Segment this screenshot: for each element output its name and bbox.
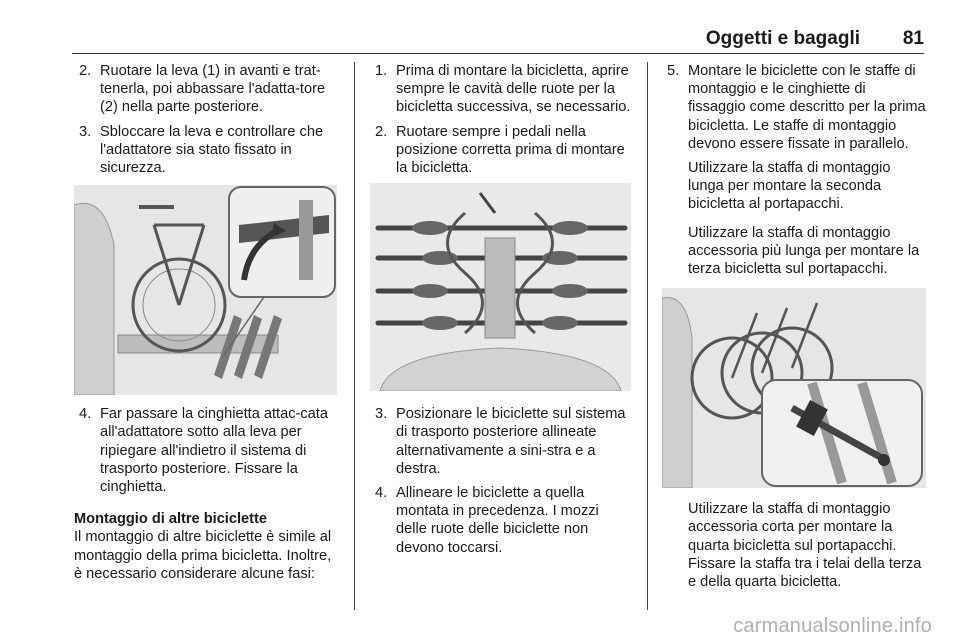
step-list xyxy=(662,62,927,153)
paragraph: Il montaggio di altre biciclette è simile al montaggio della prima bicicletta. Inoltre, è necessario considerare alcune fasi: xyxy=(74,529,332,582)
list-item: 3. Posizionare le biciclette sul sistema di trasporto posteriore allineate alternativamente a sini-stra e a destra. xyxy=(375,406,626,477)
step-list xyxy=(370,405,633,557)
list-item: 2. Ruotare sempre i pedali nella posizione corretta prima di montare la bicicletta. xyxy=(375,123,625,177)
step-list xyxy=(370,62,633,177)
step-list xyxy=(74,405,340,496)
page-number: 81 xyxy=(902,28,924,49)
paragraph: Utilizzare la staffa di montaggio lunga per montare la seconda bicicletta al portapacchi. xyxy=(688,160,891,213)
page-header xyxy=(72,28,924,50)
list-item: 2. Ruotare la leva (1) in avanti e trat-tenerla, poi abbassare l'adatta-tore (2) nella parte posteriore. xyxy=(79,63,326,116)
bikes-top-view-illustration xyxy=(370,183,631,391)
column-left xyxy=(74,62,340,583)
paragraph: Utilizzare la staffa di montaggio accessoria più lunga per montare la terza bicicletta sul portapacchi. xyxy=(688,224,920,278)
column-middle xyxy=(370,62,633,563)
column-divider xyxy=(647,62,648,610)
list-item: 5. Montare le biciclette con le staffe di montaggio e le cinghiette di fissaggio come descritto per la prima bicicletta. Le staffe di montaggio devono essere fissate in parallelo. xyxy=(667,63,926,152)
watermark: carmanualsonline.info xyxy=(733,615,932,637)
section-heading: Montaggio di altre biciclette xyxy=(74,511,267,528)
column-right xyxy=(662,62,927,595)
list-item: 4. Far passare la cinghietta attac-cata all'adattatore sotto alla leva per ripiegare all'indietro il sistema di trasporto posteriore. Fissare la cinghietta. xyxy=(79,406,328,496)
mounting-bracket-illustration xyxy=(662,288,926,488)
list-item: 4. Allineare le biciclette a quella montata in precedenza. I mozzi delle ruote delle biciclette non devono toccarsi. xyxy=(375,485,599,556)
list-item: 1. Prima di montare la bicicletta, aprire sempre le cavità delle ruote per la bicicletta successiva, se necessario. xyxy=(375,63,631,116)
step-list xyxy=(74,62,340,177)
column-divider xyxy=(354,62,355,610)
list-item: 3. Sbloccare la leva e controllare che l'adattatore sia stato fissato in sicurezza. xyxy=(79,123,324,177)
paragraph: Utilizzare la staffa di montaggio accessoria corta per montare la quarta bicicletta sul portapacchi. Fissare la staffa tra i telai della terza e della quarta bicicletta. xyxy=(688,501,922,591)
page-title: Oggetti e bagagli xyxy=(705,28,860,49)
header-rule xyxy=(72,53,924,54)
bike-carrier-lever-illustration xyxy=(74,185,337,395)
